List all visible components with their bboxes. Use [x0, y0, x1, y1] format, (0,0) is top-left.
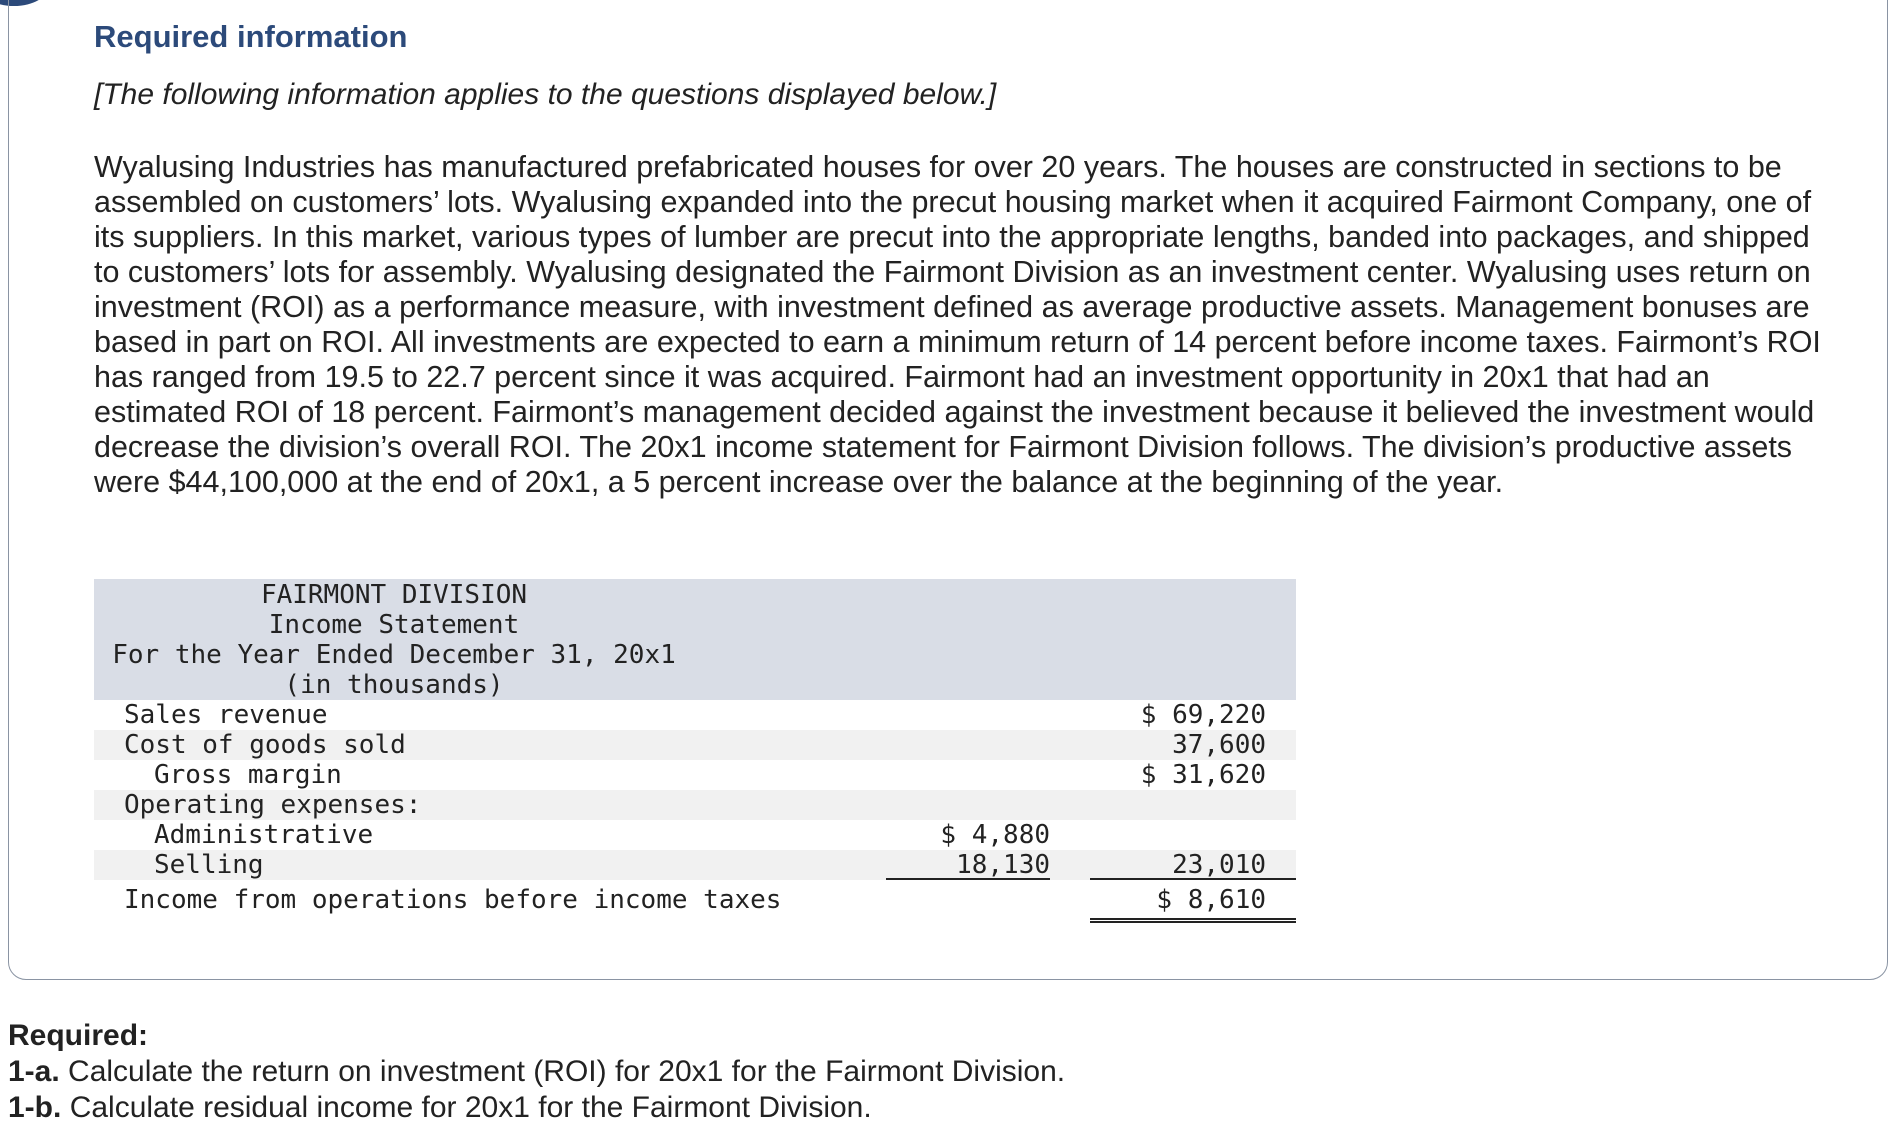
row-amount: $ 69,220 [1140, 700, 1266, 730]
row-amount: $ 8,610 [1156, 885, 1266, 915]
statement-period: For the Year Ended December 31, 20x1 [112, 640, 676, 670]
item-text: Calculate the return on investment (ROI) for 20x1 for the Fairmont Division. [68, 1055, 1066, 1088]
statement-units: (in thousands) [284, 670, 504, 700]
statement-row-income-from-operations [94, 880, 1296, 920]
statement-row-cost-of-goods-sold [94, 730, 1296, 760]
required-heading: Required: [8, 1019, 149, 1052]
row-amount: 37,600 [1172, 730, 1266, 760]
statement-row-operating-expenses [94, 790, 1296, 820]
row-label: Sales revenue [124, 700, 328, 730]
statement-company: FAIRMONT DIVISION [260, 580, 528, 610]
statement-row-selling [94, 850, 1296, 880]
row-label: Income from operations before income taxes [124, 885, 782, 915]
required-information-title: Required information [94, 19, 408, 54]
scenario-paragraph: Wyalusing Industries has manufactured prefabricated houses for over 20 years. The houses are constructed in sections to be assembled on customers’ lots. Wyalusing expanded into the precut housing market when it acquired Fairmont Company, one of its suppliers. In this market, various types of lumber are precut into the appropriate lengths, banded into packages, and shipped to customers’ lots for assembly. Wyalusing designated the Fairmont Division as an investment center. Wyalusing uses return on investment (ROI) as a performance measure, with investment defined as average productive assets. Management bonuses are based in part on ROI. All investments are expected to earn a minimum return of 14 percent before income taxes. Fairmont’s ROI has ranged from 19.5 to 22.7 percent since it was acquired. Fairmont had an investment opportunity in 20x1 that had an estimated ROI of 18 percent. Fairmont’s management decided against the investment because it believed the investment would decrease the division’s overall ROI. The 20x1 income statement for Fairmont Division follows. The division’s productive assets were $44,100,000 at the end of 20x1, a 5 percent increase over the balance at the beginning of the year. [94, 150, 1821, 499]
applies-note: [The following information applies to the questions displayed below.] [94, 78, 997, 111]
statement-row-administrative [94, 820, 1296, 850]
statement-row-sales-revenue [94, 700, 1296, 730]
item-text: Calculate residual income for 20x1 for the Fairmont Division. [69, 1091, 872, 1124]
row-amount: $ 31,620 [1140, 760, 1266, 790]
row-subtotal: $ 4,880 [940, 820, 1050, 850]
statement-row-gross-margin [94, 760, 1296, 790]
row-label: Selling [154, 850, 264, 880]
row-label: Gross margin [154, 760, 342, 790]
row-label: Administrative [154, 820, 374, 850]
required-item-1a [8, 1054, 1065, 1090]
required-section [8, 1018, 1065, 1126]
statement-title: Income Statement [268, 610, 520, 640]
row-amount: 23,010 [1172, 850, 1266, 880]
double-underline [1090, 918, 1296, 923]
required-item-1b [8, 1090, 1065, 1126]
row-label: Cost of goods sold [124, 730, 406, 760]
row-label: Operating expenses: [124, 790, 422, 820]
row-subtotal: 18,130 [956, 850, 1050, 880]
item-number: 1-a. [8, 1055, 60, 1088]
income-statement [94, 579, 1296, 920]
statement-header [94, 579, 1296, 700]
item-number: 1-b. [8, 1091, 62, 1124]
